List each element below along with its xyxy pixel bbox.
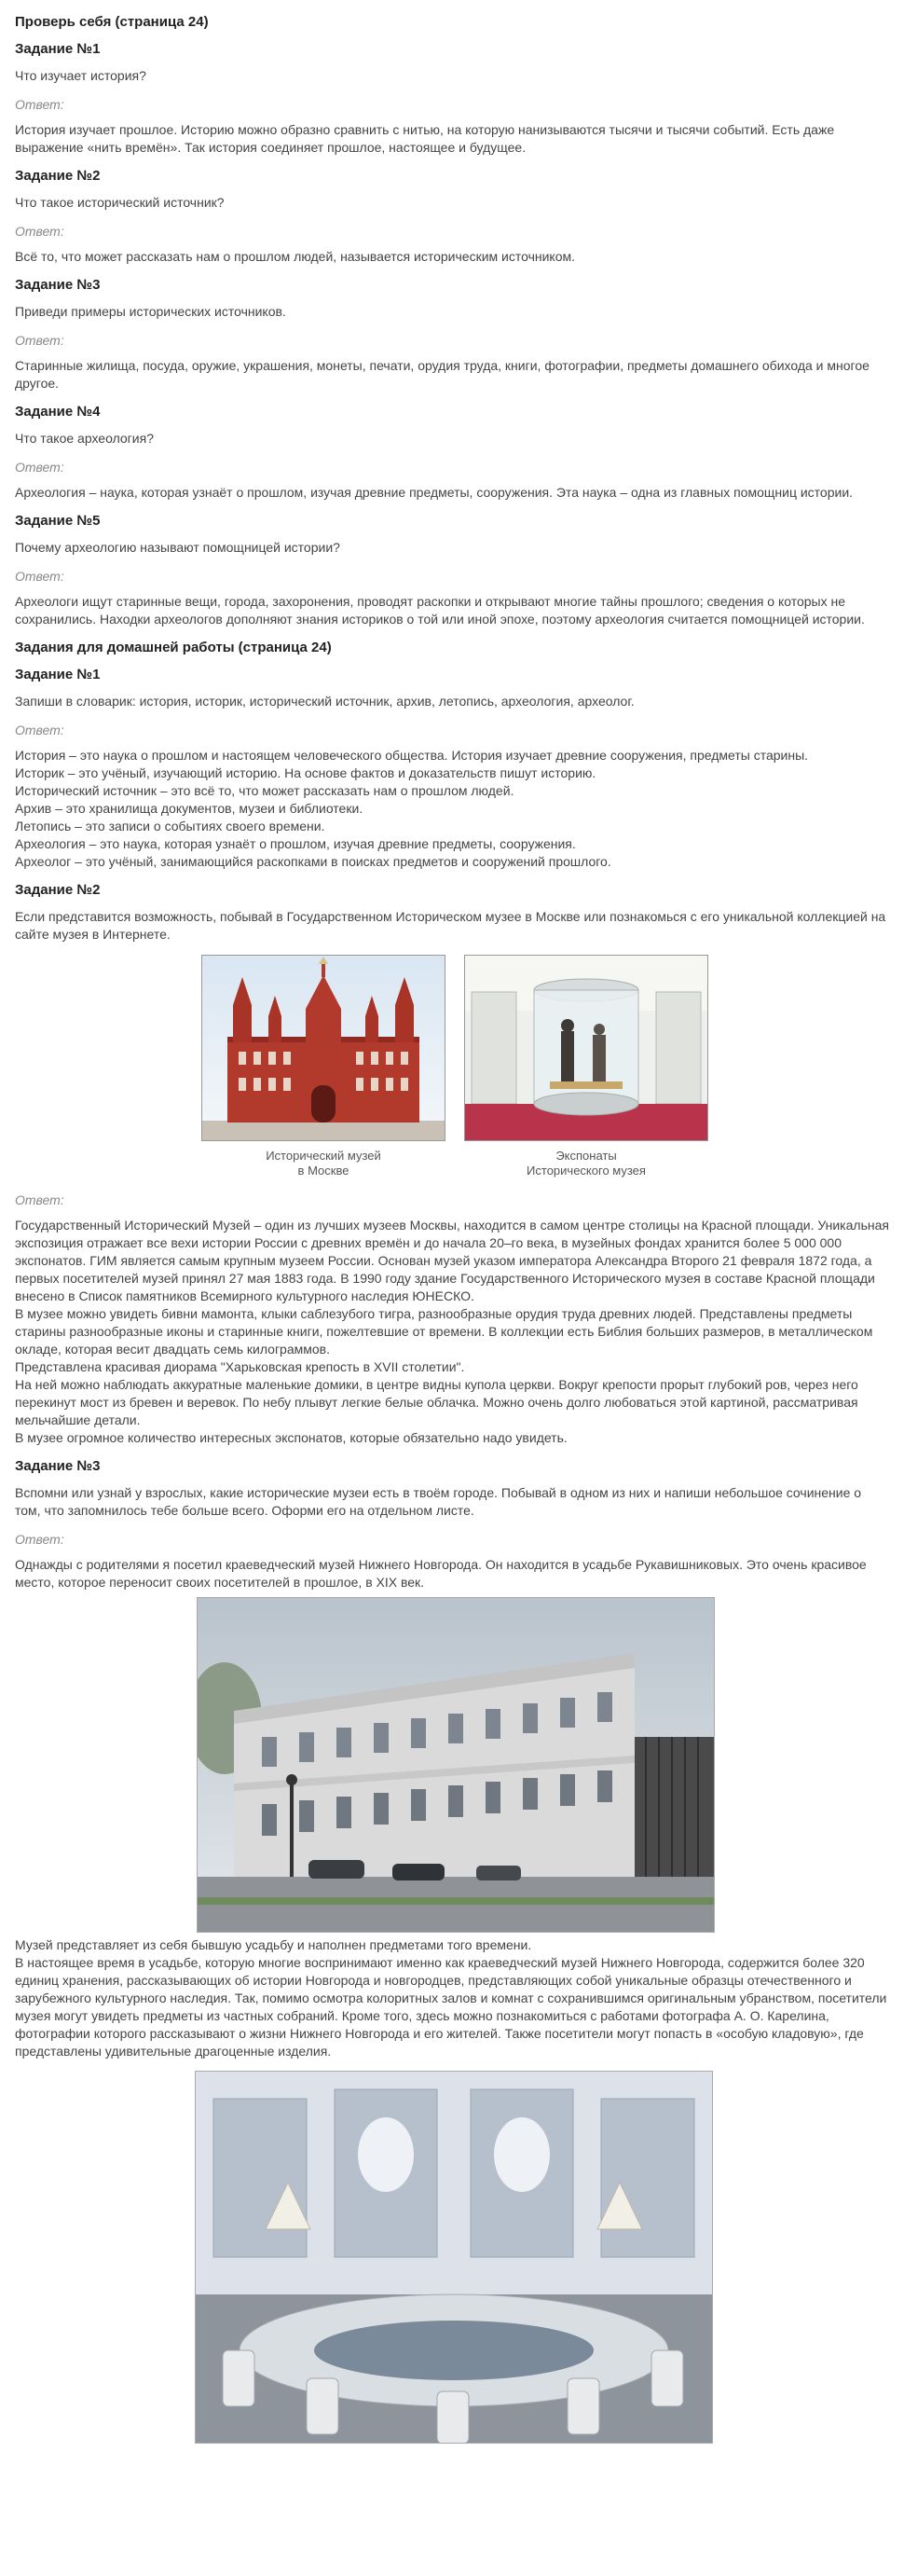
answer-line: Археологи ищут старинные вещи, города, захоронения, проводят раскопки и открывают многие тайны прошлого; сведения о которых не сохранились. Находки археологов дополняют знания историков о той или иной эпохе, поэтому археология считается помощницей истории. xyxy=(15,594,865,627)
task-1 xyxy=(15,40,890,157)
task-title: Задание №1 xyxy=(15,667,101,682)
answer-line: История изучает прошлое. Историю можно образно сравнить с нитью, на которую нанизываются тысячи и тысячи событий. Есть даже выражение «нить времён». Так история соединяет прошлое, настоящее и будущее. xyxy=(15,122,835,155)
homework-task-3 xyxy=(15,1457,890,2444)
museum-exhibits-photo xyxy=(464,955,708,1141)
answer-line: История – это наука о прошлом и настоящем человеческого общества. История изучает древние сооружения, предметы старины. xyxy=(15,748,809,763)
homework-task-2 xyxy=(15,881,890,1447)
answer-line: Представлена красивая диорама "Харьковская крепость в XVII столетии". xyxy=(15,1359,465,1374)
task-question: Что такое исторический источник? xyxy=(15,195,225,210)
answer-line: Всё то, что может рассказать нам о прошлом людей, называется историческим источником. xyxy=(15,249,576,264)
task-answer xyxy=(15,121,890,157)
figure-exhibits xyxy=(464,955,708,1178)
figure-caption: Экспонаты Исторического музея xyxy=(527,1149,646,1178)
answer-line: Исторический источник – это всё то, что может рассказать нам о прошлом людей. xyxy=(15,783,514,798)
answer-line: Историк – это учёный, изучающий историю. На основе фактов и доказательств пишут историю. xyxy=(15,765,596,780)
homework-task-1 xyxy=(15,666,890,871)
answer-line: Музей представляет из себя бывшую усадьбу и наполнен предметами того времени. xyxy=(15,1937,532,1952)
task-title: Задание №3 xyxy=(15,277,101,293)
answer-line: На ней можно наблюдать аккуратные маленькие домики, в центре видны купола церкви. Вокруг крепости прорыт глубокий ров, через него перекинут мост из бревен и веревок. По небу плывут легкие белые облачка. Можно очень долго любоваться этой картиной, рассматривая мельчайшие детали. xyxy=(15,1377,858,1427)
task-3 xyxy=(15,276,890,393)
historical-museum-photo xyxy=(201,955,445,1141)
task-title: Задание №5 xyxy=(15,513,101,529)
task-question: Приведи примеры исторических источников. xyxy=(15,304,286,319)
task-question: Что такое археология? xyxy=(15,431,154,446)
task-answer xyxy=(15,484,890,502)
answer-line: В настоящее время в усадьбе, которую многие воспринимают именно как краеведческий музей Нижнего Новгорода, содержится более 320 единиц хранения, рассказывающих об истории Новгорода и новгородцев, представляющих собой уникальные образцы отечественного и зарубежного культурного наследия. Так, помимо осмотра колоритных залов и комнат с сохранившимся оригинальным убранством, посетители музея могут увидеть предметы из частных собраний. Кроме того, здесь можно познакомиться с работами фотографа А. О. Карелина, фотографии которого рассказывают о жизни Нижнего Новгорода и его жителей. Также посетители могут попасть в «особую кладовую», где представлены удивительные драгоценные изделия. xyxy=(15,1955,887,2059)
answer-line: Археология – наука, которая узнаёт о прошлом, изучая древние предметы, сооружения. Эта наука – одна из главных помощниц истории. xyxy=(15,485,854,500)
manor-hall-interior-photo xyxy=(195,2071,713,2444)
answer-line: Летопись – это записи о событиях своего времени. xyxy=(15,819,325,833)
answer-line: Археология – это наука, которая узнаёт о прошлом, изучая древние предметы, сооружения. xyxy=(15,836,576,851)
answer-intro: Однажды с родителями я посетил краеведческий музей Нижнего Новгорода. Он находится в усадьбе Рукавишниковых. Это очень красивое место, которое переносит своих посетителей в прошлое, в XIX век. xyxy=(15,1557,867,1590)
task-answer xyxy=(15,357,890,393)
homework-title: Задания для домашней работы (страница 24) xyxy=(15,640,332,655)
task-question: Вспомни или узнай у взрослых, какие исторические музеи есть в твоём городе. Побывай в одном из них и напиши небольшое сочинение о том, что запомнилось тебе больше всего. Оформи его на отдельном листе. xyxy=(15,1485,862,1518)
task-title: Задание №1 xyxy=(15,41,101,57)
task-title: Задание №2 xyxy=(15,168,101,184)
task-question: Запиши в словарик: история, историк, исторический источник, архив, летопись, археология, археолог. xyxy=(15,694,635,709)
answer-line: Археолог – это учёный, занимающийся раскопками в поисках предметов и сооружений прошлого. xyxy=(15,854,611,869)
answer-label: Ответ: xyxy=(15,1192,64,1207)
figure-pair xyxy=(201,955,890,1178)
task-title: Задание №4 xyxy=(15,404,101,420)
task-answer xyxy=(15,248,890,266)
task-answer xyxy=(15,593,890,628)
task-question: Почему археологию называют помощницей истории? xyxy=(15,540,340,555)
answer-line: Архив – это хранилища документов, музеи и библиотеки. xyxy=(15,801,363,816)
task-question: Если представится возможность, побывай в Государственном Историческом музее в Москве или познакомься с его уникальной коллекцией на сайте музея в Интернете. xyxy=(15,909,886,942)
task-answer xyxy=(15,747,890,871)
answer-label: Ответ: xyxy=(15,1532,64,1547)
task-title: Задание №2 xyxy=(15,882,101,898)
task-5 xyxy=(15,512,890,628)
answer-label: Ответ: xyxy=(15,569,64,584)
answer-line: В музее огромное количество интересных экспонатов, которые обязательно надо увидеть. xyxy=(15,1430,568,1445)
task-2 xyxy=(15,167,890,266)
answer-line: Старинные жилища, посуда, оружие, украшения, монеты, печати, орудия труда, книги, фотографии, предметы домашнего обихода и многое другое. xyxy=(15,358,870,391)
task-title: Задание №3 xyxy=(15,1458,101,1474)
task-answer xyxy=(15,1217,890,1447)
task-4 xyxy=(15,403,890,502)
task-question: Что изучает история? xyxy=(15,68,146,83)
task-answer-continued xyxy=(15,1936,890,2060)
page-title: Проверь себя (страница 24) xyxy=(15,14,209,30)
answer-line: Государственный Исторический Музей – один из лучших музеев Москвы, находится в самом центре столицы на Красной площади. Уникальная экспозиция отражает все вехи истории России с древних времён и до начала 20–го века, в музейных фондах хранится более 5 000 000 экспонатов. ГИМ является самым крупным музеем России. Основан музей указом императора Александра Второго 21 февраля 1872 года, а первых посетителей музей принял 27 мая 1883 года. В 1990 году здание Государственного Исторического музея в составе Красной площади внесено в Список памятников Всемирного культурного наследия ЮНЕСКО. xyxy=(15,1218,889,1303)
answer-label: Ответ: xyxy=(15,723,64,737)
figure-caption: Исторический музей в Москве xyxy=(266,1149,381,1178)
figure-museum xyxy=(201,955,445,1178)
answer-line: В музее можно увидеть бивни мамонта, клыки саблезубого тигра, разнообразные орудия труда древних людей. Представлены предметы старины разнообразные иконы и старинные книги, пожелтевшие от времени. В коллекции есть Библия больших размеров, в металлическом окладе, которая весит двадцать семь килограммов. xyxy=(15,1306,873,1357)
answer-label: Ответ: xyxy=(15,460,64,475)
manor-building-photo xyxy=(197,1597,715,1933)
answer-label: Ответ: xyxy=(15,224,64,239)
answer-label: Ответ: xyxy=(15,97,64,112)
answer-label: Ответ: xyxy=(15,333,64,348)
